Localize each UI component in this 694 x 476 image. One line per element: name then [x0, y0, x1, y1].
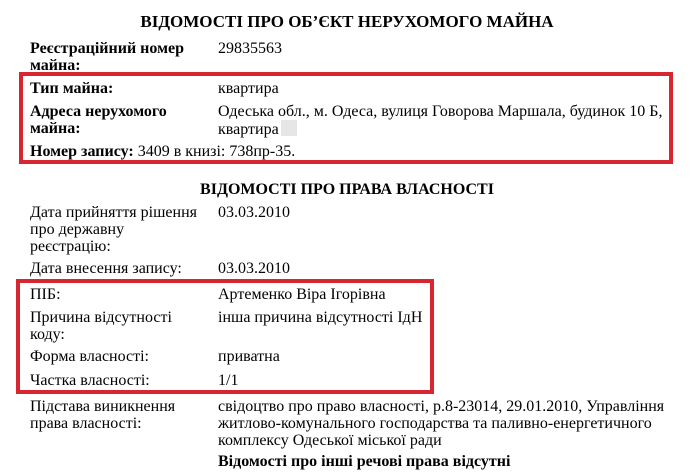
decision-date-label-line2: про державну — [30, 221, 125, 238]
address-value-line2 — [218, 120, 662, 138]
basis-value-line2: житлово-комунального господарства та паливно-енергетичного — [218, 415, 652, 432]
basis-label-line1: Підстава виникнення — [30, 398, 176, 415]
decision-date-label — [30, 204, 220, 255]
absence-label — [30, 309, 220, 343]
address-label-line2: майна: — [30, 120, 81, 137]
decision-date-value: 03.03.2010 — [218, 204, 290, 221]
address-label-line1: Адреса нерухомого — [30, 103, 167, 120]
decision-date-label-line1: Дата прийняття рішення — [30, 204, 197, 221]
absence-label-line1: Причина відсутності — [30, 309, 172, 326]
object-section-title: ВІДОМОСТІ ПРО ОБ’ЄКТ НЕРУХОМОГО МАЙНА — [140, 12, 554, 31]
reg-number-label-line1: Реєстраційний номер — [30, 40, 184, 57]
share-value: 1/1 — [218, 372, 239, 389]
absence-value: інша причина відсутності ІдН — [218, 309, 423, 326]
reg-number-value: 29835563 — [218, 40, 282, 57]
ownership-section-title: ВІДОМОСТІ ПРО ПРАВА ВЛАСНОСТІ — [200, 181, 494, 198]
name-label: ПІБ: — [30, 286, 61, 303]
entry-date-value: 03.03.2010 — [218, 260, 290, 277]
ownership-form-label: Форма власності: — [30, 348, 149, 365]
record-row — [30, 143, 295, 160]
basis-label-line2: права власності: — [30, 415, 142, 432]
entry-date-label: Дата внесення запису: — [30, 260, 182, 277]
record-value: 3409 в книзі: 738пр-35. — [137, 143, 296, 160]
basis-label — [30, 398, 220, 432]
redacted-apartment-number — [281, 120, 297, 136]
ownership-form-value: приватна — [218, 348, 280, 365]
decision-date-label-line3: реєстрацію: — [30, 238, 111, 255]
address-apartment-label: квартира — [218, 121, 279, 138]
address-value — [218, 103, 662, 138]
address-label — [30, 103, 220, 137]
basis-value-line1: свідоцтво про право власності, р.8-23014, 29.01.2010, Управління — [218, 398, 665, 415]
absence-label-line2: коду: — [30, 326, 65, 343]
type-label: Тип майна: — [30, 80, 114, 97]
type-value: квартира — [218, 80, 279, 97]
reg-number-label-line2: майна: — [30, 57, 81, 74]
basis-value — [218, 398, 664, 449]
name-value: Артеменко Віра Ігорівна — [218, 286, 386, 303]
other-rights-note: Відомості про інші речові права відсутні — [218, 453, 511, 470]
basis-value-line3: комплексу Одеської міської ради — [218, 432, 442, 449]
address-value-line1: Одеська обл., м. Одеса, вулиця Говорова Маршала, будинок 10 Б, — [218, 103, 663, 120]
reg-number-label — [30, 40, 220, 74]
record-label: Номер запису: — [30, 143, 134, 160]
share-label: Частка власності: — [30, 372, 150, 389]
